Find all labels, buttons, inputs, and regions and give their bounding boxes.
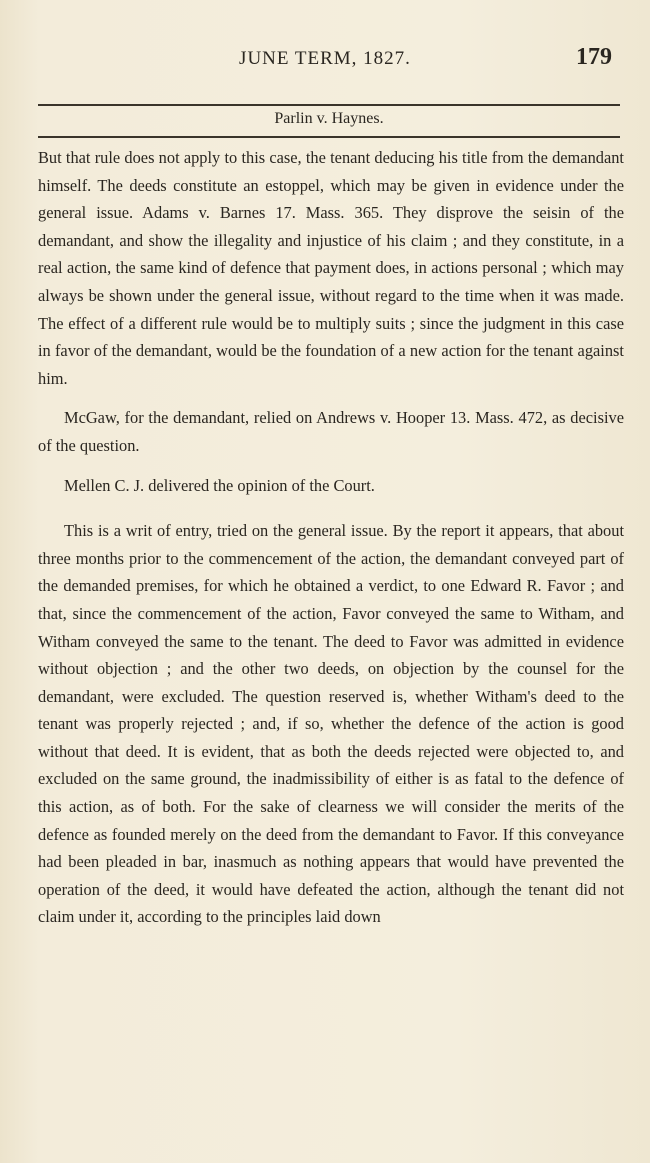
body-text [38, 144, 624, 931]
paragraph-argument: But that rule does not apply to this case, the tenant deducing his title from the demandant himself. The deeds constitute an estoppel, which may be given in evidence under the general issue. Adams v. Barnes 17. Mass. 365. They disprove the seisin of the demandant, and show the illegality and injustice of his claim ; and they constitute, in a real action, the same kind of defence that payment does, in actions personal ; which may always be shown under the general issue, without regard to the time when it was made. The effect of a different rule would be to multiply suits ; since the judgment in this case in favor of the demandant, would be the foundation of a new action for the tenant against him. [38, 148, 624, 388]
running-head [38, 44, 612, 78]
header-rule-top [38, 104, 620, 106]
paragraph-opinion: This is a writ of entry, tried on the general issue. By the report it appears, that about three months prior to the commencement of the action, the demandant conveyed part of the demanded premises, for which he obtained a verdict, to one Edward R. Favor ; and that, since the commencement of the action, Favor conveyed the same to Witham, and Witham conveyed the same to the tenant. The deed to Favor was admitted in evidence without objection ; and the other two deeds, on objection by the counsel for the demandant, were excluded. The question reserved is, whether Witham's deed to the tenant was properly rejected ; and, if so, whether the defence of the action is good without that deed. It is evident, that as both the deeds rejected were objected to, and excluded on the same ground, the inadmissibility of either is as fatal to the defence of this action, as of both. For the sake of clearness we will consider the merits of the defence as founded merely on the deed from the demandant to Favor. If this conveyance had been pleaded in bar, inasmuch as nothing appears that would have prevented the operation of the deed, it would have defeated the action, although the tenant did not claim under it, according to the principles laid down [38, 521, 624, 927]
paragraph-opinion-intro: Mellen C. J. delivered the opinion of the Court. [64, 475, 375, 495]
page-number: 179 [576, 44, 612, 70]
running-title: JUNE TERM, 1827. [239, 48, 411, 69]
paragraph-counsel: McGaw, for the demandant, relied on Andrews v. Hooper 13. Mass. 472, as decisive of the question. [38, 408, 624, 455]
header-rule-bottom [38, 136, 620, 138]
case-title: Parlin v. Haynes. [274, 110, 384, 127]
